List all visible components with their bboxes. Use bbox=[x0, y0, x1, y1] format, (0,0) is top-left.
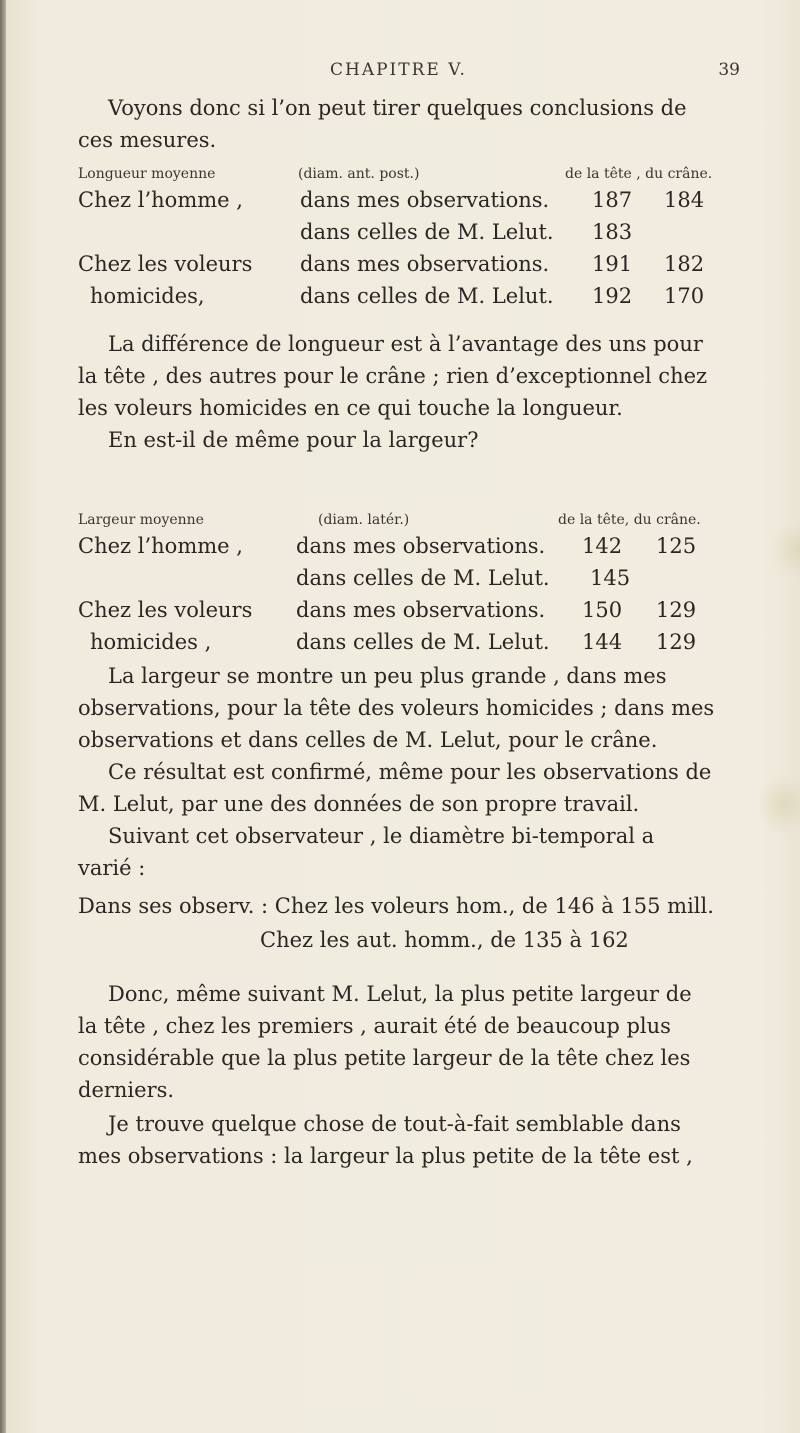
table1-row4-crane: 170 bbox=[664, 284, 705, 308]
table1-row4-subject: homicides, bbox=[90, 284, 205, 308]
para3-line-1: Donc, même suivant M. Lelut, la plus petite largeur de bbox=[108, 982, 692, 1006]
table1-row3-source: dans mes observations. bbox=[300, 252, 550, 276]
table1-row3-subject: Chez les voleurs bbox=[78, 252, 253, 276]
para1-line-4: En est-il de même pour la largeur? bbox=[108, 428, 479, 452]
para2-line-3: observations et dans celles de M. Lelut, pour le crâne. bbox=[78, 728, 658, 752]
table2-row4-tete: 144 bbox=[582, 630, 623, 654]
table2-heading-mid: (diam. latér.) bbox=[318, 512, 410, 528]
chapter-title: CHAPITRE V. bbox=[330, 60, 467, 80]
page-number: 39 bbox=[718, 60, 740, 80]
para1-line-3: les voleurs homicides en ce qui touche la longueur. bbox=[78, 396, 623, 420]
table2-row4-crane: 129 bbox=[656, 630, 697, 654]
table2-row1-tete: 142 bbox=[582, 534, 623, 558]
table2-heading-left: Largeur moyenne bbox=[78, 512, 204, 528]
para3-line-2: la tête , chez les premiers , aurait été de beaucoup plus bbox=[78, 1014, 671, 1038]
table2-row4-subject: homicides , bbox=[90, 630, 212, 654]
table2-row4-source: dans celles de M. Lelut. bbox=[296, 630, 550, 654]
para2-line-4: Ce résultat est confirmé, même pour les observations de bbox=[108, 760, 712, 784]
para3-line-3: considérable que la plus petite largeur de la tête chez les bbox=[78, 1046, 691, 1070]
table2-row2-source: dans celles de M. Lelut. bbox=[296, 566, 550, 590]
table1-heading-mid: (diam. ant. post.) bbox=[298, 166, 420, 182]
table1-heading-right: de la tête , du crâne. bbox=[565, 166, 713, 182]
table1-row2-tete: 183 bbox=[592, 220, 633, 244]
table2-row1-crane: 125 bbox=[656, 534, 697, 558]
table1-row4-tete: 192 bbox=[592, 284, 633, 308]
measure-line-1: Dans ses observ. : Chez les voleurs hom., de 146 à 155 mill. bbox=[78, 894, 714, 918]
table1-heading-left: Longueur moyenne bbox=[78, 166, 216, 182]
table1-row2-source: dans celles de M. Lelut. bbox=[300, 220, 554, 244]
para2-line-7: varié : bbox=[78, 856, 146, 880]
intro-line-2: ces mesures. bbox=[78, 128, 217, 152]
table2-row1-source: dans mes observations. bbox=[296, 534, 546, 558]
para3-line-6: mes observations : la largeur la plus petite de la tête est , bbox=[78, 1144, 693, 1168]
table1-row3-crane: 182 bbox=[664, 252, 705, 276]
para3-line-4: derniers. bbox=[78, 1078, 175, 1102]
para2-line-2: observations, pour la tête des voleurs homicides ; dans mes bbox=[78, 696, 715, 720]
para2-line-1: La largeur se montre un peu plus grande , dans mes bbox=[108, 664, 667, 688]
page-spine-edge bbox=[0, 0, 6, 1433]
table2-row1-subject: Chez l’homme , bbox=[78, 534, 243, 558]
table2-row3-source: dans mes observations. bbox=[296, 598, 546, 622]
table2-heading-right: de la tête, du crâne. bbox=[558, 512, 701, 528]
table1-row3-tete: 191 bbox=[592, 252, 633, 276]
table1-row1-source: dans mes observations. bbox=[300, 188, 550, 212]
paper-stain bbox=[770, 520, 800, 580]
table1-row1-crane: 184 bbox=[664, 188, 705, 212]
para2-line-6: Suivant cet observateur , le diamètre bi-temporal a bbox=[108, 824, 655, 848]
table2-row2-tete: 145 bbox=[590, 566, 631, 590]
para1-line-1: La différence de longueur est à l’avantage des uns pour bbox=[108, 332, 703, 356]
measure-line-2: Chez les aut. homm., de 135 à 162 bbox=[260, 928, 629, 952]
para1-line-2: la tête , des autres pour le crâne ; rien d’exceptionnel chez bbox=[78, 364, 708, 388]
table1-row4-source: dans celles de M. Lelut. bbox=[300, 284, 554, 308]
paper-stain bbox=[760, 770, 800, 840]
para3-line-5: Je trouve quelque chose de tout-à-fait semblable dans bbox=[108, 1112, 681, 1136]
table1-row1-tete: 187 bbox=[592, 188, 633, 212]
intro-line-1: Voyons donc si l’on peut tirer quelques conclusions de bbox=[108, 96, 687, 120]
table2-row3-tete: 150 bbox=[582, 598, 623, 622]
table2-row3-subject: Chez les voleurs bbox=[78, 598, 253, 622]
table2-row3-crane: 129 bbox=[656, 598, 697, 622]
table1-row1-subject: Chez l’homme , bbox=[78, 188, 243, 212]
para2-line-5: M. Lelut, par une des données de son propre travail. bbox=[78, 792, 640, 816]
